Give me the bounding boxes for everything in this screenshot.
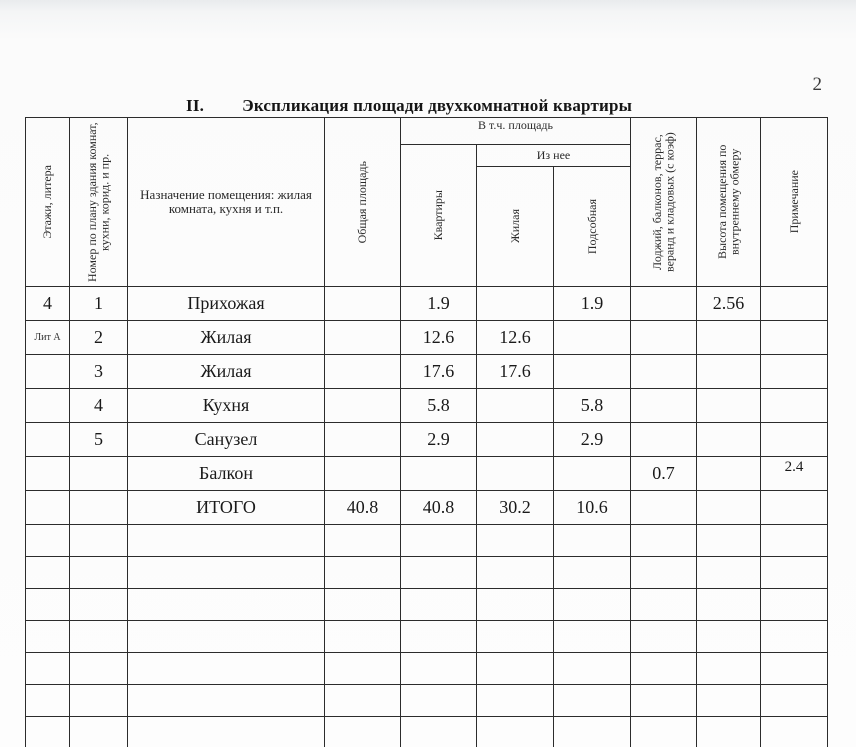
- empty-table-row: [26, 653, 828, 685]
- empty-cell: [697, 525, 761, 557]
- empty-cell: [401, 525, 477, 557]
- height-cell: [697, 457, 761, 491]
- height-cell: [697, 321, 761, 355]
- floor-cell: Лит А: [26, 321, 70, 355]
- room-number-cell: 3: [70, 355, 128, 389]
- empty-cell: [70, 557, 128, 589]
- total-area-cell: [325, 389, 401, 423]
- empty-table-row: [26, 557, 828, 589]
- header-loggias: Лоджий, балконов, террас, веранд и кладовых (с коэф): [631, 118, 697, 287]
- empty-table-row: [26, 621, 828, 653]
- empty-cell: [26, 557, 70, 589]
- living-area-cell: [477, 389, 554, 423]
- loggia-area-cell: [631, 355, 697, 389]
- empty-cell: [697, 653, 761, 685]
- loggia-area-cell: [631, 287, 697, 321]
- explication-table: [25, 117, 828, 747]
- floor-cell: 4: [26, 287, 70, 321]
- empty-cell: [554, 653, 631, 685]
- empty-cell: [631, 589, 697, 621]
- total-area-cell: 40.8: [325, 491, 401, 525]
- height-cell: [697, 389, 761, 423]
- total-area-cell: [325, 321, 401, 355]
- empty-cell: [697, 621, 761, 653]
- living-area-cell: 12.6: [477, 321, 554, 355]
- empty-cell: [477, 589, 554, 621]
- empty-cell: [325, 717, 401, 747]
- header-living: Жилая: [477, 167, 554, 287]
- empty-cell: [401, 685, 477, 717]
- empty-cell: [697, 557, 761, 589]
- loggia-area-cell: [631, 491, 697, 525]
- empty-cell: [401, 653, 477, 685]
- empty-cell: [128, 621, 325, 653]
- empty-cell: [401, 621, 477, 653]
- apartment-area-cell: 12.6: [401, 321, 477, 355]
- table-row: [26, 457, 828, 491]
- auxiliary-area-cell: 1.9: [554, 287, 631, 321]
- purpose-cell: Жилая: [128, 321, 325, 355]
- note-cell: [761, 321, 828, 355]
- empty-cell: [761, 621, 828, 653]
- empty-cell: [554, 557, 631, 589]
- empty-cell: [697, 685, 761, 717]
- section-title: [186, 96, 632, 116]
- purpose-cell: Санузел: [128, 423, 325, 457]
- empty-cell: [70, 621, 128, 653]
- empty-cell: [697, 717, 761, 747]
- room-number-cell: [70, 491, 128, 525]
- empty-cell: [70, 589, 128, 621]
- page-number: 2: [812, 74, 822, 95]
- note-cell: [761, 423, 828, 457]
- header-including-area: В т.ч. площадь: [401, 118, 631, 145]
- empty-cell: [128, 653, 325, 685]
- empty-cell: [477, 621, 554, 653]
- empty-cell: [70, 525, 128, 557]
- table-row: [26, 287, 828, 321]
- room-number-cell: 2: [70, 321, 128, 355]
- table-row: [26, 423, 828, 457]
- apartment-area-cell: [401, 457, 477, 491]
- empty-cell: [26, 653, 70, 685]
- empty-cell: [477, 525, 554, 557]
- empty-cell: [631, 621, 697, 653]
- living-area-cell: [477, 457, 554, 491]
- empty-cell: [128, 557, 325, 589]
- empty-cell: [128, 717, 325, 747]
- header-note: Примечание: [761, 118, 828, 287]
- header-room-number: Номер по плану здания комнат, кухни, корид. и пр.: [70, 118, 128, 287]
- header-purpose: Назначение помещения: жилая комната, кухня и т.п.: [128, 118, 325, 287]
- header-total-area: Общая площадь: [325, 118, 401, 287]
- auxiliary-area-cell: [554, 457, 631, 491]
- empty-cell: [554, 589, 631, 621]
- room-number-cell: [70, 457, 128, 491]
- empty-cell: [554, 717, 631, 747]
- empty-cell: [631, 557, 697, 589]
- apartment-area-cell: 2.9: [401, 423, 477, 457]
- empty-cell: [697, 589, 761, 621]
- living-area-cell: [477, 423, 554, 457]
- loggia-area-cell: [631, 423, 697, 457]
- living-area-cell: 17.6: [477, 355, 554, 389]
- empty-cell: [26, 525, 70, 557]
- auxiliary-area-cell: 5.8: [554, 389, 631, 423]
- room-number-cell: 4: [70, 389, 128, 423]
- note-cell: [761, 287, 828, 321]
- total-area-cell: [325, 287, 401, 321]
- empty-cell: [761, 525, 828, 557]
- floor-cell: [26, 389, 70, 423]
- empty-cell: [325, 653, 401, 685]
- empty-cell: [477, 685, 554, 717]
- apartment-area-cell: 40.8: [401, 491, 477, 525]
- header-height: Высота помещения по внутреннему обмеру: [697, 118, 761, 287]
- empty-table-row: [26, 685, 828, 717]
- empty-cell: [477, 653, 554, 685]
- empty-table-row: [26, 717, 828, 747]
- table-row: [26, 389, 828, 423]
- section-number: II.: [186, 96, 205, 115]
- note-cell: [761, 389, 828, 423]
- header-apartments: Квартиры: [401, 145, 477, 287]
- purpose-cell: Кухня: [128, 389, 325, 423]
- empty-table-row: [26, 525, 828, 557]
- empty-cell: [631, 717, 697, 747]
- floor-cell: [26, 491, 70, 525]
- total-area-cell: [325, 423, 401, 457]
- empty-cell: [477, 717, 554, 747]
- empty-cell: [401, 557, 477, 589]
- total-area-cell: [325, 355, 401, 389]
- auxiliary-area-cell: 10.6: [554, 491, 631, 525]
- empty-cell: [631, 653, 697, 685]
- apartment-area-cell: 1.9: [401, 287, 477, 321]
- note-cell: [761, 355, 828, 389]
- empty-cell: [128, 685, 325, 717]
- height-cell: 2.56: [697, 287, 761, 321]
- purpose-cell: Балкон: [128, 457, 325, 491]
- floor-cell: [26, 457, 70, 491]
- empty-cell: [761, 557, 828, 589]
- table-header: [26, 118, 828, 287]
- room-number-cell: 5: [70, 423, 128, 457]
- empty-cell: [554, 685, 631, 717]
- empty-table-row: [26, 589, 828, 621]
- table-body: [26, 287, 828, 747]
- empty-cell: [128, 525, 325, 557]
- empty-cell: [128, 589, 325, 621]
- header-of-which: Из нее: [477, 145, 631, 167]
- empty-cell: [26, 621, 70, 653]
- apartment-area-cell: 5.8: [401, 389, 477, 423]
- empty-cell: [761, 653, 828, 685]
- empty-cell: [26, 717, 70, 747]
- auxiliary-area-cell: 2.9: [554, 423, 631, 457]
- empty-cell: [70, 653, 128, 685]
- section-title-text: Экспликация площади двухкомнатной квартиры: [242, 96, 633, 115]
- loggia-area-cell: [631, 389, 697, 423]
- apartment-area-cell: 17.6: [401, 355, 477, 389]
- floor-cell: [26, 355, 70, 389]
- empty-cell: [631, 525, 697, 557]
- purpose-cell: Прихожая: [128, 287, 325, 321]
- note-cell: [761, 491, 828, 525]
- table-row: [26, 491, 828, 525]
- empty-cell: [401, 589, 477, 621]
- empty-cell: [325, 685, 401, 717]
- floor-cell: [26, 423, 70, 457]
- auxiliary-area-cell: [554, 321, 631, 355]
- empty-cell: [554, 621, 631, 653]
- living-area-cell: [477, 287, 554, 321]
- empty-cell: [325, 589, 401, 621]
- loggia-area-cell: [631, 321, 697, 355]
- height-cell: [697, 355, 761, 389]
- empty-cell: [761, 685, 828, 717]
- note-cell: 2.4: [761, 457, 828, 491]
- height-cell: [697, 491, 761, 525]
- header-floor: Этажи, литера: [26, 118, 70, 287]
- empty-cell: [554, 525, 631, 557]
- purpose-cell: ИТОГО: [128, 491, 325, 525]
- empty-cell: [70, 685, 128, 717]
- empty-cell: [70, 717, 128, 747]
- empty-cell: [477, 557, 554, 589]
- room-number-cell: 1: [70, 287, 128, 321]
- empty-cell: [761, 589, 828, 621]
- header-auxiliary: Подсобная: [554, 167, 631, 287]
- empty-cell: [761, 717, 828, 747]
- empty-cell: [325, 621, 401, 653]
- table-row: [26, 321, 828, 355]
- empty-cell: [631, 685, 697, 717]
- purpose-cell: Жилая: [128, 355, 325, 389]
- auxiliary-area-cell: [554, 355, 631, 389]
- empty-cell: [325, 525, 401, 557]
- empty-cell: [401, 717, 477, 747]
- table-row: [26, 355, 828, 389]
- empty-cell: [26, 589, 70, 621]
- total-area-cell: [325, 457, 401, 491]
- loggia-area-cell: 0.7: [631, 457, 697, 491]
- height-cell: [697, 423, 761, 457]
- empty-cell: [26, 685, 70, 717]
- empty-cell: [325, 557, 401, 589]
- living-area-cell: 30.2: [477, 491, 554, 525]
